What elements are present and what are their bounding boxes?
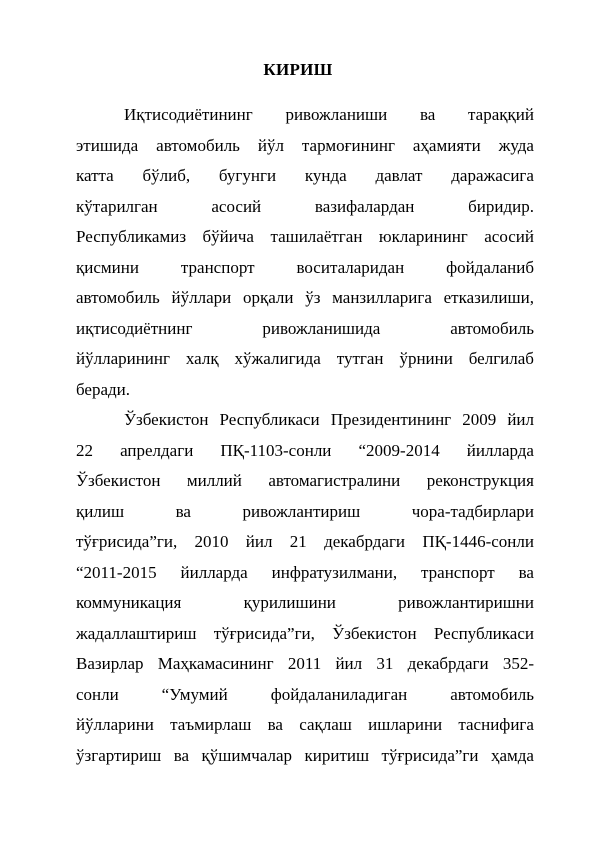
text-line xyxy=(76,527,534,558)
word: йил xyxy=(507,410,534,429)
word: транспорт xyxy=(421,562,495,582)
text-line xyxy=(76,131,534,162)
word: Ўзбекистон xyxy=(124,410,209,429)
word: автомагистралини xyxy=(268,471,401,490)
word: инфратузилмани, xyxy=(271,562,398,582)
word: коммуникация xyxy=(76,593,182,612)
text-line xyxy=(76,100,534,131)
word: фойдаланиб xyxy=(446,257,534,277)
word: ПҚ-1446-сонли xyxy=(422,532,534,551)
word: “2009-2014 xyxy=(358,440,440,460)
word: этишида xyxy=(76,135,139,155)
word: сонли xyxy=(76,684,119,704)
text-line xyxy=(76,619,534,650)
word: иқтисодиётнинг xyxy=(76,318,193,338)
word: декабрдаги xyxy=(407,654,489,673)
word: орқали xyxy=(242,288,294,307)
word: ўз xyxy=(305,288,321,307)
word: Президентининг xyxy=(330,410,452,429)
word: автомобиль xyxy=(450,684,534,704)
word: ва xyxy=(175,501,191,521)
word: давлат xyxy=(375,166,423,185)
text-line xyxy=(76,222,534,253)
word: Вазирлар xyxy=(76,654,144,673)
word: йўл xyxy=(257,135,284,155)
word: чора-тадбирлари xyxy=(411,501,534,521)
word: йўллари xyxy=(171,288,232,307)
word: ўрнини xyxy=(399,349,453,368)
word: манзилларига xyxy=(332,288,432,307)
word: тармоғининг xyxy=(301,135,395,155)
text-line xyxy=(76,192,534,223)
word: йил xyxy=(335,654,363,673)
word: ривожланишида xyxy=(262,318,381,338)
word: тўғрисида”ги, xyxy=(213,623,315,643)
word: хўжалигида xyxy=(234,349,321,368)
word: қурилишини xyxy=(243,593,336,612)
word: автомобиль xyxy=(156,135,240,155)
word: фойдаланиладиган xyxy=(270,684,408,704)
text-line xyxy=(76,161,534,192)
word: ҳамда xyxy=(490,745,534,765)
word: етказилиши, xyxy=(443,288,534,307)
word: “Умумий xyxy=(161,684,228,704)
word: йўлларининг xyxy=(76,349,170,368)
word: 31 xyxy=(376,654,394,673)
word: 21 xyxy=(289,532,307,551)
word: ривожлантириш xyxy=(242,501,361,521)
word: ва xyxy=(518,562,534,582)
word: 2011 xyxy=(287,654,322,673)
text-line xyxy=(76,680,534,711)
word: Республикаси xyxy=(219,410,320,429)
word: транспорт xyxy=(180,257,255,277)
word: ва xyxy=(267,715,283,734)
word: кунда xyxy=(304,166,347,185)
word: Ўзбекистон xyxy=(332,623,417,643)
word: воситаларидан xyxy=(296,257,405,277)
word: қисмини xyxy=(76,257,139,277)
text-line xyxy=(76,649,534,680)
word: йўлларини xyxy=(76,715,154,734)
word: Республикаси xyxy=(433,623,534,643)
word: ташилаётган xyxy=(270,227,363,246)
word: бўйича xyxy=(202,227,254,246)
word: 2009 xyxy=(462,410,497,429)
word: жуда xyxy=(498,135,534,155)
word: даражасига xyxy=(451,166,534,185)
word: асосий xyxy=(211,196,262,216)
word: Ўзбекистон xyxy=(76,471,161,490)
word: киритиш xyxy=(304,745,370,765)
word: тутган xyxy=(336,349,384,368)
word: бугунги xyxy=(218,166,277,185)
word: “2011-2015 xyxy=(76,562,157,582)
word: ривожлантиришни xyxy=(398,593,534,612)
word: халқ xyxy=(185,349,219,368)
word: йилларда xyxy=(180,562,248,582)
text-line xyxy=(76,283,534,314)
word: ишларини xyxy=(368,715,443,734)
word: автомобиль xyxy=(76,288,160,307)
text-line xyxy=(76,436,534,467)
word: йилларда xyxy=(466,440,534,460)
word: ва xyxy=(173,745,190,765)
word: белгилаб xyxy=(468,349,534,368)
text-line xyxy=(76,253,534,284)
text-line xyxy=(76,314,534,345)
word: ўзгартириш xyxy=(76,745,162,765)
text-line xyxy=(76,588,534,619)
word: таъмирлаш xyxy=(170,715,252,734)
text-line xyxy=(76,405,534,436)
word: кўтарилган xyxy=(76,196,158,216)
word: Иқтисодиётининг xyxy=(124,105,253,124)
word: реконструкция xyxy=(426,471,534,490)
text-line xyxy=(76,497,534,528)
word: 352- xyxy=(502,654,534,673)
word: бўлиб, xyxy=(142,166,191,185)
word: биридир. xyxy=(468,196,534,216)
word: ва xyxy=(419,105,436,124)
word: Республикамиз xyxy=(76,227,187,246)
text-line xyxy=(76,558,534,589)
word: 22 xyxy=(76,440,93,460)
text-line xyxy=(76,466,534,497)
word: юкларининг xyxy=(378,227,468,246)
body-text xyxy=(76,100,534,771)
word: тўғрисида”ги, xyxy=(76,532,178,551)
word: вазифалардан xyxy=(314,196,415,216)
page-title: КИРИШ xyxy=(263,60,333,79)
word: жадаллаштириш xyxy=(76,623,197,643)
text-line xyxy=(76,741,534,772)
word: катта xyxy=(76,166,114,185)
word: ривожланиши xyxy=(285,105,388,124)
text-line xyxy=(76,344,534,375)
word: сақлаш xyxy=(299,715,352,734)
word: апрелдаги xyxy=(120,440,194,460)
word: ПҚ-1103-сонли xyxy=(220,440,332,460)
word: асосий xyxy=(484,227,534,246)
word: беради. xyxy=(76,379,131,399)
word: йил xyxy=(245,532,273,551)
word: таснифига xyxy=(458,715,534,734)
word: тараққий xyxy=(468,105,534,124)
word: автомобиль xyxy=(450,318,534,338)
word: декабрдаги xyxy=(324,532,406,551)
word: аҳамияти xyxy=(412,135,481,155)
word: 2010 xyxy=(194,532,229,551)
word: қўшимчалар xyxy=(201,745,293,765)
text-line xyxy=(76,710,534,741)
word: Маҳкамасининг xyxy=(157,654,274,673)
word: қилиш xyxy=(76,501,125,521)
word: тўғрисида”ги xyxy=(381,745,479,765)
word: миллий xyxy=(186,471,242,490)
text-line xyxy=(76,375,534,406)
